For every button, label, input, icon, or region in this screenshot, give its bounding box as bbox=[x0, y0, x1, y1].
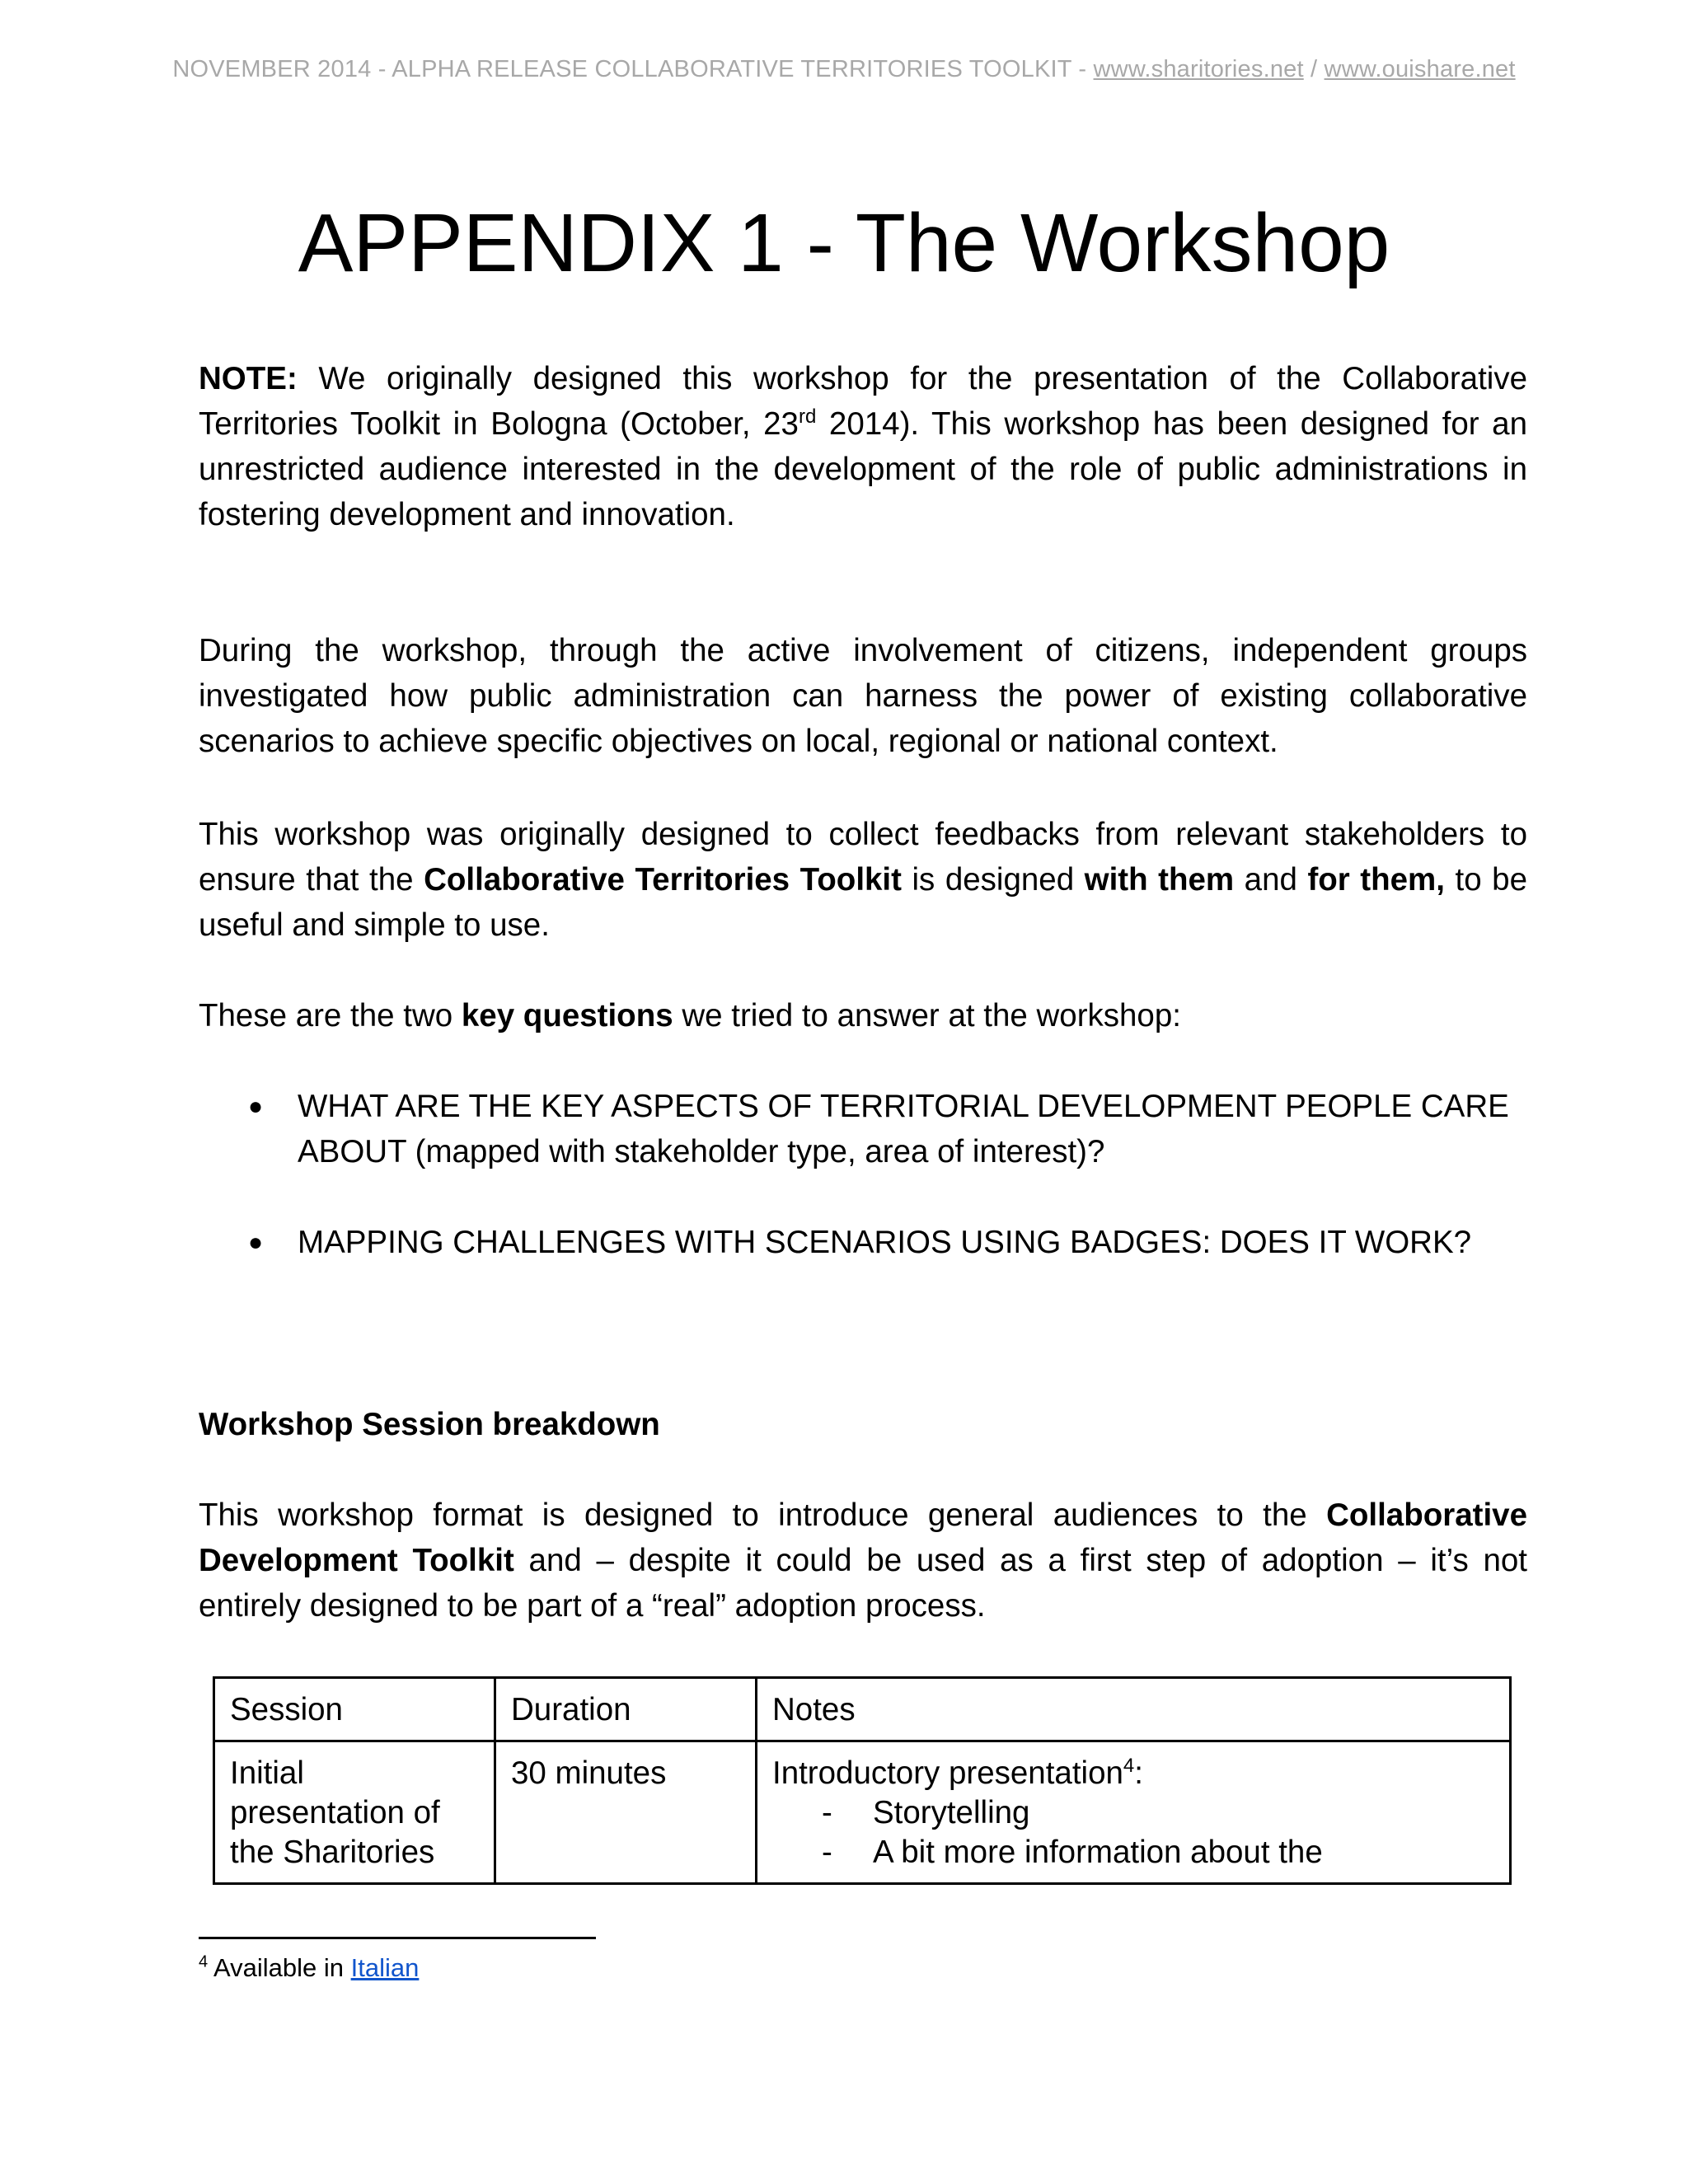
notes-list bbox=[772, 1793, 1494, 1872]
bullet-icon: ● bbox=[248, 1093, 264, 1120]
format-text-2: and – despite it could be used as a first step of adoption – it’s not entirely designed to be part of a “real” adoption process. bbox=[199, 1543, 1527, 1624]
session-table bbox=[213, 1676, 1512, 1885]
bullet-text: WHAT ARE THE KEY ASPECTS OF TERRITORIAL DEVELOPMENT PEOPLE CARE ABOUT (mapped with stakeholder type, area of interest)? bbox=[298, 1089, 1509, 1169]
bullet-icon: ● bbox=[248, 1229, 264, 1256]
key-questions-intro bbox=[199, 993, 1527, 1038]
format-bold-toolkit: Collaborative Development Toolkit bbox=[199, 1497, 1527, 1578]
key-text-2: we tried to answer at the workshop: bbox=[673, 998, 1181, 1033]
footnote-text: Available in bbox=[208, 1953, 351, 1982]
footnote-ref[interactable]: 4 bbox=[1123, 1755, 1135, 1778]
note-text-2: 2014). This workshop has been designed for an unrestricted audience interested in the development of the role of public administrations in fostering development and innovation. bbox=[199, 406, 1528, 532]
table-header-session: Session bbox=[214, 1678, 495, 1741]
notes-intro-text: Introductory presentation bbox=[772, 1755, 1123, 1791]
notes-intro-colon: : bbox=[1134, 1755, 1143, 1791]
purpose-text-2: is designed bbox=[901, 862, 1085, 898]
table-cell-duration: 30 minutes bbox=[495, 1741, 757, 1884]
bullet-text: MAPPING CHALLENGES WITH SCENARIOS USING BADGES: DOES IT WORK? bbox=[298, 1225, 1472, 1260]
format-paragraph bbox=[199, 1493, 1527, 1629]
table-header-notes: Notes bbox=[757, 1678, 1511, 1741]
header-separator: / bbox=[1303, 56, 1325, 82]
purpose-paragraph bbox=[199, 812, 1527, 948]
table-header-duration: Duration bbox=[495, 1678, 757, 1741]
purpose-text-1: This workshop was originally designed to collect feedbacks from relevant stakeholders to ensure that the bbox=[199, 817, 1527, 898]
note-label: NOTE: bbox=[199, 361, 298, 396]
purpose-bold-toolkit: Collaborative Territories Toolkit bbox=[424, 862, 902, 898]
footnote bbox=[199, 1952, 419, 1985]
notes-item-text: A bit more information about the bbox=[873, 1835, 1323, 1870]
note-text-1: We originally designed this workshop for the presentation of the Collaborative Territories Toolkit in Bologna (October, 23 bbox=[199, 361, 1527, 442]
list-item bbox=[772, 1793, 1494, 1833]
list-item bbox=[199, 1220, 1527, 1265]
italian-link[interactable]: Italian bbox=[350, 1953, 420, 1982]
purpose-text-4: to be useful and simple to use. bbox=[199, 862, 1528, 943]
purpose-bold-with-them: with them bbox=[1084, 862, 1235, 898]
list-item bbox=[772, 1833, 1494, 1872]
format-text-1: This workshop format is designed to introduce general audiences to the bbox=[199, 1497, 1327, 1533]
table-cell-session: Initial presentation of the Sharitories bbox=[214, 1741, 495, 1884]
purpose-bold-for-them: for them, bbox=[1307, 862, 1445, 898]
notes-item-text: Storytelling bbox=[873, 1795, 1030, 1830]
ouishare-link[interactable]: www.ouishare.net bbox=[1324, 56, 1516, 82]
table-cell-notes bbox=[757, 1741, 1511, 1884]
note-superscript: rd bbox=[798, 405, 817, 429]
notes-intro bbox=[772, 1754, 1494, 1793]
key-questions-list bbox=[199, 1084, 1527, 1310]
list-item bbox=[199, 1084, 1527, 1174]
footnote-divider bbox=[199, 1937, 596, 1939]
page-header bbox=[0, 56, 1688, 83]
during-paragraph: During the workshop, through the active involvement of citizens, independent groups investigated how public administration can harness the power of existing collaborative scenarios to achieve specific objectives on local, regional or national context. bbox=[199, 633, 1527, 759]
table-row bbox=[214, 1741, 1511, 1884]
note-paragraph bbox=[199, 356, 1527, 537]
sharitories-link[interactable]: www.sharitories.net bbox=[1093, 56, 1304, 82]
dash-marker: - bbox=[822, 1795, 832, 1830]
table-header-row bbox=[214, 1678, 1511, 1741]
purpose-text-3: and bbox=[1234, 862, 1308, 898]
section-subheading: Workshop Session breakdown bbox=[199, 1407, 660, 1442]
dash-marker: - bbox=[822, 1835, 832, 1870]
page-title: APPENDIX 1 - The Workshop bbox=[298, 197, 1390, 289]
key-bold: key questions bbox=[461, 998, 673, 1033]
key-text-1: These are the two bbox=[199, 998, 462, 1033]
header-text: NOVEMBER 2014 - ALPHA RELEASE COLLABORATIVE TERRITORIES TOOLKIT - bbox=[172, 56, 1094, 82]
footnote-number: 4 bbox=[199, 1952, 209, 1971]
